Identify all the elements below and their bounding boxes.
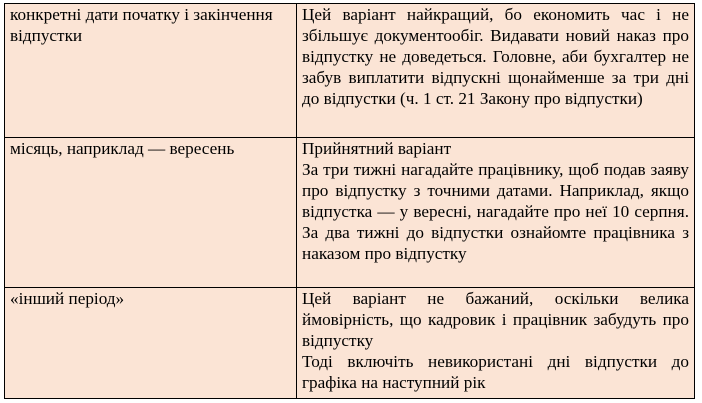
recommendation-heading: Прийнятний варіант [302, 139, 452, 158]
table-row [5, 4, 695, 138]
period-cell [5, 4, 297, 138]
recommendation-cell [297, 288, 695, 399]
recommendation-paragraph: Цей варіант не бажаний, оскільки велика ймовірність, що кадровик і працівник забудуть про відпустку [302, 289, 689, 350]
period-cell [5, 138, 297, 288]
recommendation-paragraph: За три тижні нагадайте працівнику, щоб подав заяву про відпустку з точними датами. Наприклад, якщо відпустка — у вересні, нагадайте про неї 10 серпня. За два тижні до відпустки ознайомте працівника з наказом про відпустку [302, 160, 689, 263]
table-row [5, 138, 695, 288]
recommendation-paragraph: Тоді включіть невикористані дні відпустки до графіка на наступний рік [302, 352, 689, 392]
period-cell [5, 288, 297, 399]
vacation-options-table [4, 3, 695, 399]
table-row [5, 288, 695, 399]
period-text: місяць, наприклад — вересень [10, 139, 235, 158]
period-text: конкретні дати початку і закінчення відпустки [10, 5, 273, 45]
recommendation-cell [297, 4, 695, 138]
recommendation-paragraph: Цей варіант найкращий, бо економить час і не збільшує документообіг. Видавати новий наказ про відпустку не доведеться. Головне, аби бухгалтер не забув виплатити відпускні щонайменше за три дні до відпустки (ч. 1 ст. 21 Закону про відпустки) [302, 5, 689, 108]
recommendation-cell [297, 138, 695, 288]
period-text: «інший період» [10, 289, 125, 308]
